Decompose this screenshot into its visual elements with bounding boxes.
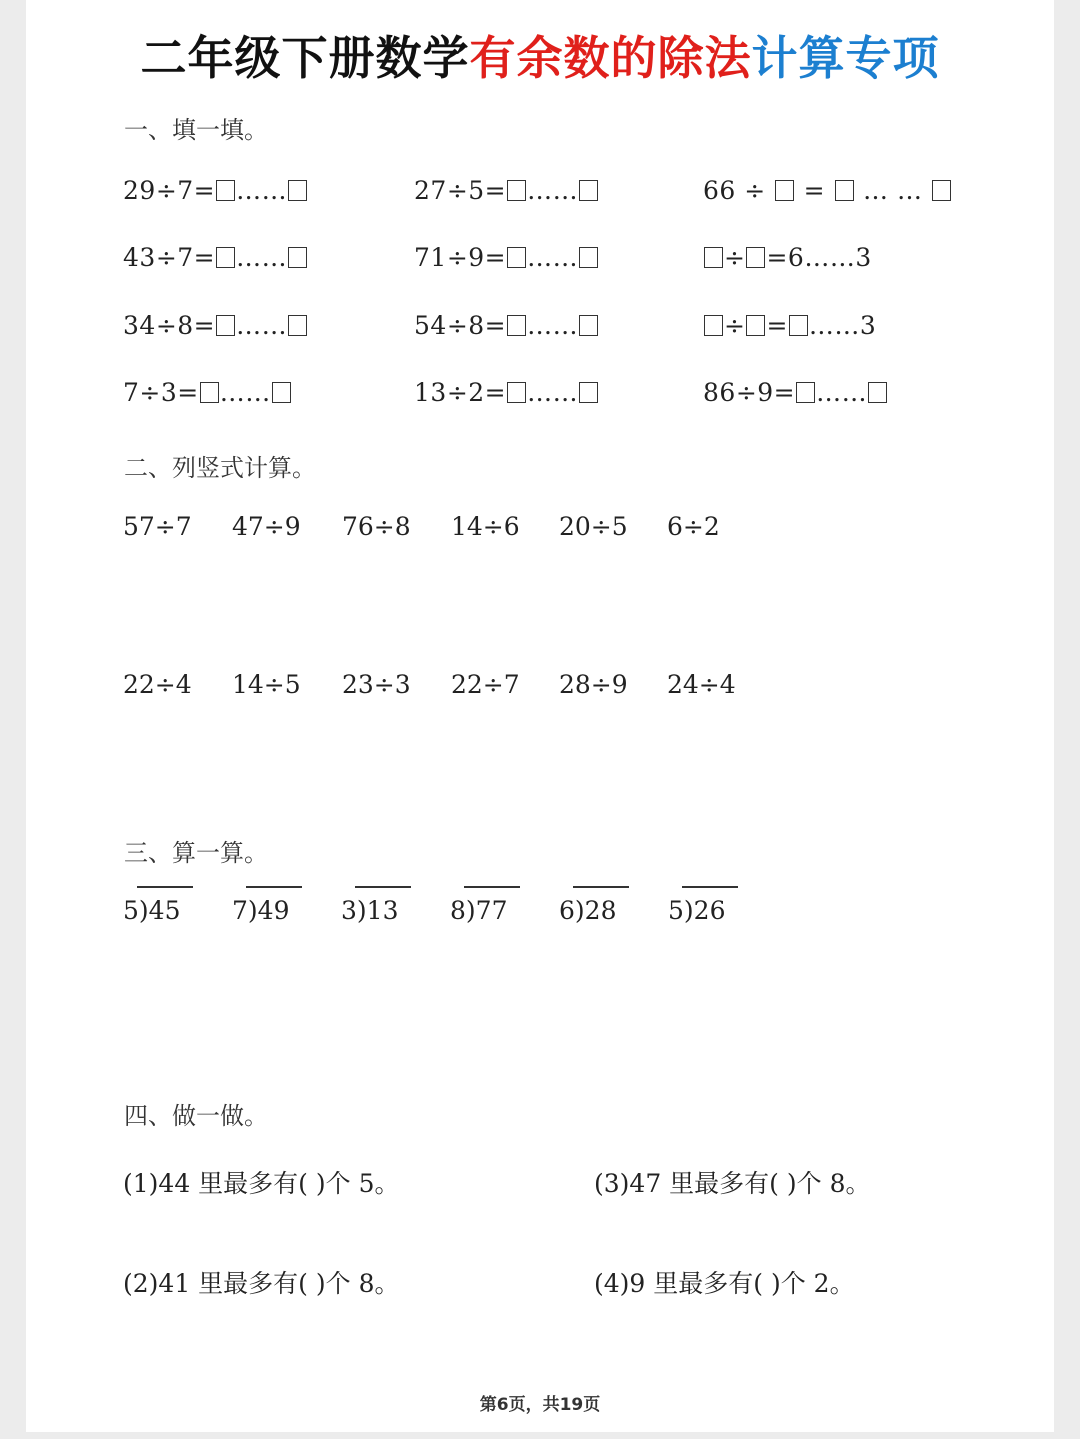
vertical-calc-problem: 22÷7 xyxy=(451,670,520,699)
vertical-calc-problem: 6÷2 xyxy=(667,512,720,541)
answer-box xyxy=(835,180,854,201)
answer-box xyxy=(579,315,598,336)
long-division-problem: 5)26 xyxy=(668,896,725,925)
page-number: 第6页，共19页 xyxy=(479,1395,601,1415)
fill-in-equation: ÷ = ……3 xyxy=(703,311,876,340)
answer-box xyxy=(507,180,526,201)
section2-heading: 二、列竖式计算。 xyxy=(124,454,316,482)
fill-in-equation: 54÷8= …… xyxy=(414,311,599,340)
vertical-calc-problem: 23÷3 xyxy=(342,670,411,699)
fill-in-equation: 43÷7= …… xyxy=(123,243,308,272)
page-title xyxy=(26,22,1054,88)
answer-box xyxy=(796,382,815,403)
vertical-calc-problem: 47÷9 xyxy=(232,512,301,541)
division-bar xyxy=(682,886,738,888)
section1-heading: 一、填一填。 xyxy=(124,116,268,144)
fill-in-equation: 86÷9= …… xyxy=(703,378,888,407)
long-division-problem: 7)49 xyxy=(232,896,289,925)
answer-box xyxy=(288,315,307,336)
fill-in-equation: 34÷8= …… xyxy=(123,311,308,340)
question-2: (2)41 里最多有( )个 8。 xyxy=(123,1269,400,1298)
title-part-topic: 有余数的除法 xyxy=(469,31,752,85)
title-part-grade: 二年级下册数学 xyxy=(140,31,470,85)
answer-box xyxy=(507,247,526,268)
answer-box xyxy=(216,247,235,268)
vertical-calc-problem: 24÷4 xyxy=(667,670,736,699)
answer-box xyxy=(868,382,887,403)
long-division-problem: 3)13 xyxy=(341,896,398,925)
worksheet-page xyxy=(26,0,1054,1432)
answer-box xyxy=(507,315,526,336)
division-bar xyxy=(137,886,193,888)
fill-in-equation: ÷ =6……3 xyxy=(703,243,872,272)
answer-box xyxy=(932,180,951,201)
answer-box xyxy=(746,247,765,268)
section4-heading: 四、做一做。 xyxy=(124,1102,268,1130)
division-bar xyxy=(573,886,629,888)
answer-box xyxy=(789,315,808,336)
vertical-calc-problem: 57÷7 xyxy=(123,512,192,541)
fill-in-equation: 71÷9= …… xyxy=(414,243,599,272)
question-3: (3)47 里最多有( )个 8。 xyxy=(594,1169,871,1198)
answer-box xyxy=(216,180,235,201)
long-division-problem: 6)28 xyxy=(559,896,616,925)
answer-box xyxy=(746,315,765,336)
question-4: (4)9 里最多有( )个 2。 xyxy=(594,1269,855,1298)
answer-box xyxy=(579,180,598,201)
fill-in-equation: 27÷5= …… xyxy=(414,176,599,205)
section3-heading: 三、算一算。 xyxy=(124,839,268,867)
vertical-calc-problem: 14÷5 xyxy=(232,670,301,699)
title-part-practice: 计算专项 xyxy=(751,31,940,85)
answer-box xyxy=(272,382,291,403)
division-bar xyxy=(246,886,302,888)
fill-in-equation: 29÷7= …… xyxy=(123,176,308,205)
answer-box xyxy=(200,382,219,403)
question-1: (1)44 里最多有( )个 5。 xyxy=(123,1169,400,1198)
answer-box xyxy=(288,247,307,268)
answer-box xyxy=(288,180,307,201)
answer-box xyxy=(704,315,723,336)
fill-in-equation: 66 ÷ = … … xyxy=(703,176,952,205)
long-division-problem: 8)77 xyxy=(450,896,507,925)
fill-in-equation: 13÷2= …… xyxy=(414,378,599,407)
answer-box xyxy=(579,382,598,403)
division-bar xyxy=(464,886,520,888)
vertical-calc-problem: 28÷9 xyxy=(559,670,628,699)
answer-box xyxy=(216,315,235,336)
division-bar xyxy=(355,886,411,888)
vertical-calc-problem: 20÷5 xyxy=(559,512,628,541)
vertical-calc-problem: 14÷6 xyxy=(451,512,520,541)
answer-box xyxy=(704,247,723,268)
fill-in-equation: 7÷3= …… xyxy=(123,378,292,407)
answer-box xyxy=(579,247,598,268)
long-division-problem: 5)45 xyxy=(123,896,180,925)
answer-box xyxy=(507,382,526,403)
answer-box xyxy=(775,180,794,201)
vertical-calc-problem: 76÷8 xyxy=(342,512,411,541)
vertical-calc-problem: 22÷4 xyxy=(123,670,192,699)
